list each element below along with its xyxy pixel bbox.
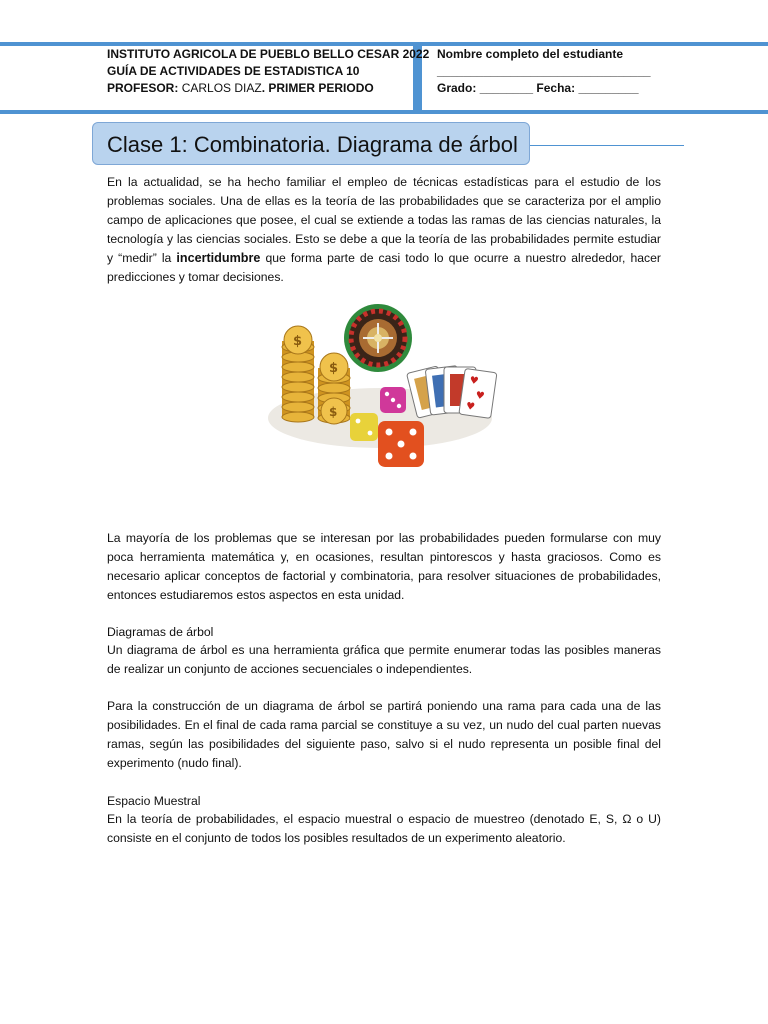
institute-name: INSTITUTO AGRICOLA DE PUEBLO BELLO CESAR 2022	[107, 47, 430, 61]
intro-paragraph	[107, 173, 661, 287]
sample-space-definition: En la teoría de probabilidades, el espacio muestral o espacio de muestreo (denotado E, S, Ω o U) consiste en el conjunto de todos los posibles resultados de un experimento aleatorio.	[107, 812, 661, 845]
student-name-field[interactable]: ________________________________	[437, 64, 651, 78]
grade-field[interactable]: ________	[479, 81, 534, 95]
professor-label: PROFESOR:	[107, 81, 179, 95]
svg-text:$: $	[329, 405, 338, 419]
header-bottom-rule	[0, 110, 768, 114]
intro-highlight: incertidumbre	[176, 251, 261, 265]
intro-text-start: En la actualidad, se ha hecho familiar el empleo de técnicas estadísticas para el estudio de los problemas sociales. Una de ellas es la teoría de las probabilidades que se caracteriza por el amplio campo de aplicaciones que posee, el cual se extiende a todas las ramas de las ciencias naturales, la tecnología y las ciencias sociales. Esto se debe a que la teoría de las probabilidades permite estudiar y “medir” la	[107, 175, 661, 265]
class-title-box	[92, 122, 530, 165]
svg-text:♥: ♥	[474, 390, 486, 403]
title-rule	[530, 145, 684, 146]
problems-paragraph: La mayoría de los problemas que se interesan por las probabilidades pueden formularse con muy poca herramienta matemática y, en ocasiones, resultan pintorescos y hasta graciosos. Como es necesario aplicar conceptos de factorial y combinatoria, para resolver situaciones de probabilidades, entonces estudiaremos estos aspectos en esta unidad.	[107, 531, 661, 602]
header-left	[107, 46, 429, 97]
header-right	[437, 46, 651, 97]
grade-date-line	[437, 80, 651, 97]
guide-title: GUÍA DE ACTIVIDADES DE ESTADISTICA 10	[107, 64, 360, 78]
date-label: Fecha:	[536, 81, 576, 95]
playing-cards-icon	[407, 366, 497, 419]
period-label: . PRIMER PERIODO	[261, 81, 374, 95]
probability-illustration	[262, 293, 510, 483]
class-title: Clase 1: Combinatoria. Diagrama de árbol	[107, 132, 518, 157]
svg-text:$: $	[329, 361, 339, 376]
professor-name: CARLOS DIAZ	[181, 81, 262, 95]
svg-text:$: $	[293, 334, 303, 349]
sample-space-heading: Espacio Muestral	[107, 794, 201, 808]
roulette-wheel-icon	[344, 304, 412, 372]
svg-text:♥: ♥	[468, 375, 480, 388]
professor-line	[107, 80, 429, 97]
tree-diagram-heading: Diagramas de árbol	[107, 625, 214, 639]
student-name-label: Nombre completo del estudiante	[437, 47, 624, 61]
intro-text-end: que forma parte de casi todo lo que ocurre a nuestro alrededor, hacer predicciones y tomar decisiones.	[107, 251, 661, 284]
tree-construction-paragraph: Para la construcción de un diagrama de árbol se partirá poniendo una rama para cada una de las posibilidades. En el final de cada rama parcial se constituye a su vez, un nudo del cual parten nuevas ramas, según las posibilidades del siguiente paso, salvo si el nudo representa un posible final del experimento (nudo final).	[107, 699, 661, 770]
tree-diagram-definition: Un diagrama de árbol es una herramienta gráfica que permite enumerar todas las posibles maneras de realizar un conjunto de acciones secuenciales o independientes.	[107, 643, 661, 676]
date-field[interactable]: _________	[578, 81, 639, 95]
grade-label: Grado:	[437, 81, 477, 95]
svg-text:♥: ♥	[465, 400, 476, 414]
